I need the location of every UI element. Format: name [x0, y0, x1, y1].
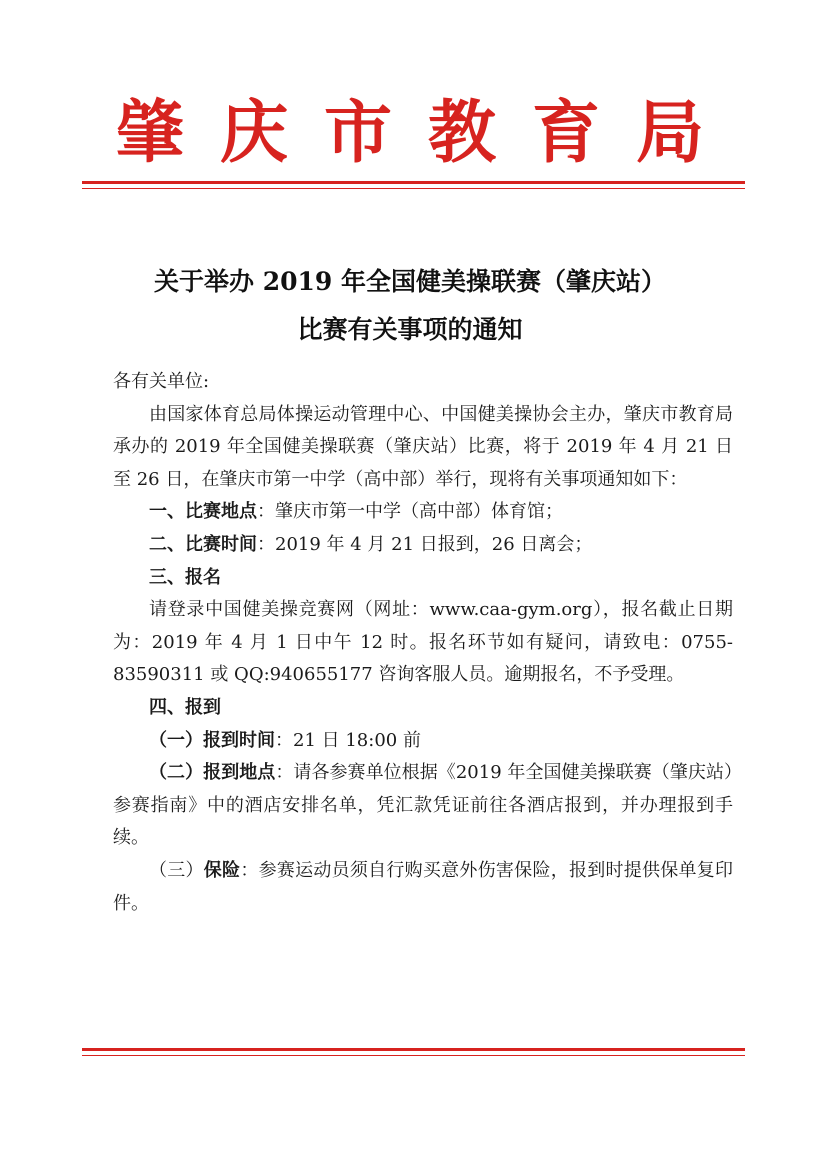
- insurance-label: 保险: [203, 859, 241, 881]
- registration-label: 三、报名: [149, 566, 221, 588]
- registration-paragraph: 请登录中国健美操竞赛网（网址：www.caa-gym.org），报名截止日期为：2019 年 4 月 1 日中午 12 时。报名环节如有疑问，请致电：0755-83590311 或 QQ:940655177 咨询客服人员。逾期报名，不予受理。: [113, 599, 733, 686]
- notice-title-line2: 比赛有关事项的通知: [297, 315, 523, 344]
- letterhead-rule-thick: [82, 181, 745, 184]
- venue-label: 一、比赛地点: [149, 501, 257, 523]
- checkin-time-item: [113, 725, 733, 758]
- time-label: 二、比赛时间: [149, 533, 257, 555]
- footer-rule-thick: [82, 1048, 745, 1051]
- intro-paragraph: 由国家体育总局体操运动管理中心、中国健美操协会主办，肇庆市教育局承办的 2019 年全国健美操联赛（肇庆站）比赛，将于 2019 年 4 月 21 日至 26 日，在肇庆市第一中学（高中部）举行，现将有关事项通知如下：: [113, 403, 733, 490]
- insurance-text: ：参赛运动员须自行购买意外伤害保险，报到时提供保单复印件。: [113, 859, 734, 914]
- footer-rule-thin: [82, 1055, 745, 1056]
- insurance-number: （三）: [149, 859, 204, 881]
- time-item: [113, 529, 733, 562]
- letterhead-title: 肇庆市教育局: [115, 93, 740, 173]
- registration-heading: [113, 562, 733, 595]
- letterhead-rule-thin: [82, 188, 745, 189]
- checkin-place-label: （二）报到地点: [149, 762, 276, 784]
- checkin-place-text: ：请各参赛单位根据《2019 年全国健美操联赛（肇庆站）参赛指南》中的酒店安排名单，凭汇款凭证前往各酒店报到，并办理报到手续。: [113, 762, 733, 849]
- checkin-label: 四、报到: [149, 696, 221, 718]
- checkin-time-label: （一）报到时间: [149, 729, 275, 751]
- venue-item: [113, 496, 733, 529]
- venue-text: ：肇庆市第一中学（高中部）体育馆；: [257, 501, 563, 523]
- checkin-place-item: [113, 757, 733, 855]
- time-text: ：2019 年 4 月 21 日报到，26 日离会；: [257, 533, 593, 555]
- insurance-item: [113, 855, 733, 920]
- checkin-time-text: ：21 日 18:00 前: [275, 729, 421, 751]
- notice-body: [113, 366, 733, 920]
- notice-title-line1: 关于举办 2019 年全国健美操联赛（肇庆站）: [154, 267, 666, 296]
- salutation: 各有关单位:: [113, 371, 210, 392]
- checkin-heading: [113, 692, 733, 725]
